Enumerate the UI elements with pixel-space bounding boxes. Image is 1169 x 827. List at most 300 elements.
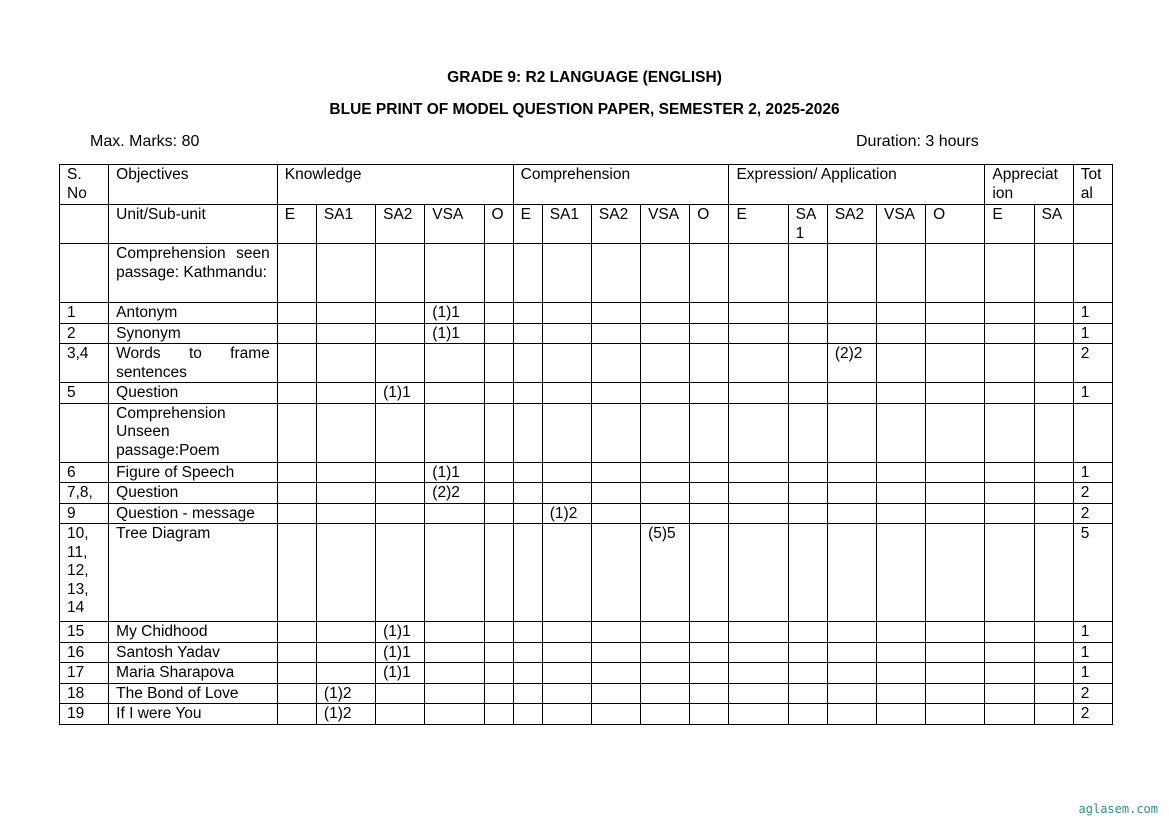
marks-cell	[788, 303, 827, 324]
header-cell: O	[484, 205, 513, 244]
marks-cell	[729, 683, 788, 704]
marks-cell	[876, 642, 925, 663]
marks-cell	[641, 303, 690, 324]
marks-cell	[425, 383, 484, 404]
total-cell: 2	[1073, 683, 1112, 704]
marks-cell	[690, 323, 729, 344]
marks-cell	[827, 483, 876, 504]
marks-cell	[729, 344, 788, 383]
marks-cell	[316, 524, 375, 622]
marks-cell	[277, 642, 316, 663]
marks-cell	[376, 323, 425, 344]
marks-cell	[926, 303, 985, 324]
marks-cell	[985, 503, 1034, 524]
sno-cell: 1	[60, 303, 109, 324]
marks-cell	[827, 683, 876, 704]
marks-cell	[876, 462, 925, 483]
marks-cell: (1)1	[425, 462, 484, 483]
marks-cell	[641, 642, 690, 663]
marks-cell	[690, 403, 729, 462]
marks-cell	[985, 704, 1034, 725]
total-cell: 2	[1073, 344, 1112, 383]
sno-cell	[60, 244, 109, 303]
marks-cell	[513, 244, 542, 303]
header-cell: O	[926, 205, 985, 244]
header-appreciation: Appreciat ion	[985, 165, 1073, 205]
marks-cell: (1)1	[376, 642, 425, 663]
marks-cell	[641, 683, 690, 704]
marks-cell	[788, 344, 827, 383]
marks-cell	[591, 383, 640, 404]
marks-cell	[690, 344, 729, 383]
marks-cell	[425, 683, 484, 704]
marks-cell	[316, 503, 375, 524]
sno-cell: 6	[60, 462, 109, 483]
marks-cell	[425, 344, 484, 383]
header-cell: SA1	[316, 205, 375, 244]
header-cell: SA2	[827, 205, 876, 244]
marks-cell	[484, 683, 513, 704]
table-row	[60, 642, 1113, 663]
marks-cell: (2)2	[425, 483, 484, 504]
sno-cell: 3,4	[60, 344, 109, 383]
marks-cell	[926, 483, 985, 504]
sno-cell: 18	[60, 683, 109, 704]
table-row	[60, 403, 1113, 462]
marks-cell	[425, 503, 484, 524]
marks-cell: (1)1	[425, 323, 484, 344]
total-cell	[1073, 403, 1112, 462]
marks-cell	[690, 622, 729, 643]
table-row	[60, 663, 1113, 684]
marks-cell	[316, 663, 375, 684]
table-row	[60, 704, 1113, 725]
marks-cell	[827, 462, 876, 483]
header-objectives: Objectives	[109, 165, 278, 205]
marks-cell	[484, 303, 513, 324]
marks-cell: (1)1	[376, 622, 425, 643]
marks-cell	[876, 483, 925, 504]
marks-cell	[1034, 344, 1073, 383]
marks-cell	[376, 503, 425, 524]
sno-cell: 9	[60, 503, 109, 524]
unit-cell: If I were You	[109, 704, 278, 725]
unit-cell: Comprehension Unseen passage:Poem	[109, 403, 278, 462]
marks-cell	[876, 503, 925, 524]
marks-cell	[926, 642, 985, 663]
marks-cell	[985, 683, 1034, 704]
blueprint-table	[59, 164, 1113, 725]
table-row	[60, 344, 1113, 383]
marks-cell	[1034, 622, 1073, 643]
marks-cell	[591, 622, 640, 643]
marks-cell	[1034, 642, 1073, 663]
marks-cell	[641, 503, 690, 524]
marks-cell	[690, 244, 729, 303]
marks-cell	[876, 323, 925, 344]
marks-cell	[1034, 683, 1073, 704]
marks-cell	[788, 244, 827, 303]
marks-cell	[985, 524, 1034, 622]
marks-cell	[641, 403, 690, 462]
marks-cell	[513, 704, 542, 725]
marks-cell	[277, 244, 316, 303]
sno-cell: 17	[60, 663, 109, 684]
header-unit: Unit/Sub-unit	[109, 205, 278, 244]
marks-cell	[513, 462, 542, 483]
header-row-objectives	[60, 165, 1113, 205]
marks-cell	[484, 704, 513, 725]
header-cell: SA2	[376, 205, 425, 244]
marks-cell	[591, 323, 640, 344]
table-row	[60, 524, 1113, 622]
marks-cell	[425, 524, 484, 622]
sno-cell: 5	[60, 383, 109, 404]
table-row	[60, 383, 1113, 404]
marks-cell	[425, 622, 484, 643]
marks-cell	[316, 642, 375, 663]
sno-cell: 16	[60, 642, 109, 663]
marks-cell: (1)2	[316, 683, 375, 704]
table-row	[60, 503, 1113, 524]
marks-cell	[542, 323, 591, 344]
unit-cell: Words to frame sentences	[109, 344, 278, 383]
marks-cell	[876, 683, 925, 704]
marks-cell	[876, 704, 925, 725]
marks-cell	[277, 524, 316, 622]
marks-cell	[641, 383, 690, 404]
marks-cell	[827, 383, 876, 404]
unit-cell: Maria Sharapova	[109, 663, 278, 684]
marks-cell	[513, 503, 542, 524]
marks-cell	[788, 323, 827, 344]
marks-cell	[690, 704, 729, 725]
marks-cell	[1034, 483, 1073, 504]
marks-cell	[513, 383, 542, 404]
total-cell: 5	[1073, 524, 1112, 622]
marks-cell	[827, 303, 876, 324]
marks-cell	[876, 403, 925, 462]
marks-cell	[926, 704, 985, 725]
marks-cell	[484, 462, 513, 483]
marks-cell	[513, 323, 542, 344]
total-cell: 1	[1073, 383, 1112, 404]
marks-cell	[542, 383, 591, 404]
marks-cell	[591, 642, 640, 663]
total-cell: 1	[1073, 622, 1112, 643]
marks-cell	[425, 663, 484, 684]
marks-cell	[316, 462, 375, 483]
marks-cell	[641, 462, 690, 483]
marks-cell	[788, 483, 827, 504]
marks-cell	[985, 344, 1034, 383]
marks-cell	[690, 683, 729, 704]
marks-cell	[788, 462, 827, 483]
marks-cell	[729, 383, 788, 404]
marks-cell	[591, 704, 640, 725]
marks-cell	[827, 503, 876, 524]
marks-cell	[690, 303, 729, 324]
marks-cell	[591, 462, 640, 483]
marks-cell	[926, 403, 985, 462]
marks-cell	[876, 622, 925, 643]
marks-cell	[1034, 303, 1073, 324]
marks-cell	[316, 622, 375, 643]
unit-cell: Antonym	[109, 303, 278, 324]
marks-cell	[591, 244, 640, 303]
marks-cell	[690, 524, 729, 622]
marks-cell	[827, 704, 876, 725]
marks-cell	[484, 244, 513, 303]
header-cell: E	[985, 205, 1034, 244]
marks-cell	[690, 462, 729, 483]
total-cell: 1	[1073, 642, 1112, 663]
watermark: aglasem.com	[1078, 802, 1158, 816]
marks-cell: (2)2	[827, 344, 876, 383]
marks-cell: (1)1	[376, 383, 425, 404]
marks-cell	[985, 323, 1034, 344]
marks-cell	[788, 704, 827, 725]
marks-cell	[542, 524, 591, 622]
marks-cell	[376, 483, 425, 504]
sno-cell	[60, 403, 109, 462]
marks-cell	[729, 524, 788, 622]
marks-cell	[484, 403, 513, 462]
marks-cell	[641, 663, 690, 684]
marks-cell	[542, 303, 591, 324]
marks-cell	[788, 663, 827, 684]
sno-cell: 19	[60, 704, 109, 725]
unit-cell: Synonym	[109, 323, 278, 344]
marks-cell	[425, 403, 484, 462]
header-row-units	[60, 205, 1113, 244]
marks-cell	[1034, 524, 1073, 622]
marks-cell: (1)1	[376, 663, 425, 684]
marks-cell	[729, 403, 788, 462]
marks-cell	[985, 462, 1034, 483]
marks-cell	[729, 663, 788, 684]
header-cell: VSA	[876, 205, 925, 244]
marks-cell	[591, 344, 640, 383]
marks-cell	[277, 503, 316, 524]
marks-cell	[513, 403, 542, 462]
marks-cell	[926, 503, 985, 524]
marks-cell	[277, 704, 316, 725]
marks-cell	[484, 663, 513, 684]
marks-cell	[425, 704, 484, 725]
header-cell: VSA	[641, 205, 690, 244]
marks-cell	[376, 683, 425, 704]
marks-cell	[513, 622, 542, 643]
marks-cell	[376, 704, 425, 725]
marks-cell	[788, 403, 827, 462]
marks-cell	[876, 524, 925, 622]
marks-cell	[641, 344, 690, 383]
header-comprehension: Comprehension	[513, 165, 729, 205]
marks-cell	[513, 483, 542, 504]
marks-cell	[513, 642, 542, 663]
marks-cell	[827, 323, 876, 344]
marks-cell	[729, 483, 788, 504]
marks-cell	[277, 462, 316, 483]
marks-cell	[926, 344, 985, 383]
marks-cell	[542, 622, 591, 643]
marks-cell	[513, 683, 542, 704]
table-row	[60, 323, 1113, 344]
marks-cell	[788, 642, 827, 663]
unit-cell: Tree Diagram	[109, 524, 278, 622]
marks-cell	[376, 524, 425, 622]
marks-cell	[876, 244, 925, 303]
marks-cell	[1034, 244, 1073, 303]
marks-cell	[641, 244, 690, 303]
marks-cell	[641, 704, 690, 725]
total-cell	[1073, 244, 1112, 303]
table-row	[60, 483, 1113, 504]
marks-cell	[376, 244, 425, 303]
marks-cell	[591, 303, 640, 324]
header-cell: E	[513, 205, 542, 244]
marks-cell	[788, 683, 827, 704]
marks-cell	[542, 683, 591, 704]
marks-cell	[542, 704, 591, 725]
marks-cell	[1034, 462, 1073, 483]
marks-cell	[985, 403, 1034, 462]
unit-cell: Question	[109, 483, 278, 504]
marks-cell	[827, 663, 876, 684]
marks-cell	[425, 244, 484, 303]
marks-cell	[277, 403, 316, 462]
unit-cell: The Bond of Love	[109, 683, 278, 704]
marks-cell	[484, 383, 513, 404]
marks-cell	[316, 483, 375, 504]
max-marks: Max. Marks: 80	[90, 133, 200, 150]
header-cell: VSA	[425, 205, 484, 244]
marks-cell	[1034, 663, 1073, 684]
marks-cell	[788, 383, 827, 404]
marks-cell	[926, 524, 985, 622]
marks-cell	[542, 642, 591, 663]
marks-cell: (5)5	[641, 524, 690, 622]
sno-cell: 2	[60, 323, 109, 344]
total-cell: 1	[1073, 462, 1112, 483]
marks-cell	[729, 704, 788, 725]
marks-cell	[542, 483, 591, 504]
marks-cell	[788, 524, 827, 622]
marks-cell	[484, 483, 513, 504]
total-cell: 2	[1073, 704, 1112, 725]
marks-cell: (1)2	[542, 503, 591, 524]
marks-cell	[926, 244, 985, 303]
marks-cell	[926, 462, 985, 483]
marks-cell	[926, 683, 985, 704]
marks-cell	[591, 403, 640, 462]
marks-cell	[985, 642, 1034, 663]
unit-cell: Santosh Yadav	[109, 642, 278, 663]
marks-cell	[788, 503, 827, 524]
marks-cell	[729, 323, 788, 344]
marks-cell	[316, 383, 375, 404]
marks-cell	[484, 642, 513, 663]
marks-cell	[484, 503, 513, 524]
marks-cell	[277, 383, 316, 404]
marks-cell	[277, 663, 316, 684]
unit-cell: Question	[109, 383, 278, 404]
header-blank	[60, 205, 109, 244]
marks-cell: (1)2	[316, 704, 375, 725]
sno-cell: 10, 11, 12, 13, 14	[60, 524, 109, 622]
marks-cell	[827, 622, 876, 643]
marks-cell	[376, 344, 425, 383]
header-cell: O	[690, 205, 729, 244]
header-sno: S. No	[60, 165, 109, 205]
header-total: Tot al	[1073, 165, 1112, 205]
marks-cell	[591, 483, 640, 504]
marks-cell	[985, 483, 1034, 504]
marks-cell	[729, 642, 788, 663]
marks-cell	[376, 303, 425, 324]
marks-cell	[690, 663, 729, 684]
marks-cell	[513, 344, 542, 383]
marks-cell	[641, 483, 690, 504]
marks-cell	[641, 622, 690, 643]
table-row	[60, 303, 1113, 324]
unit-cell: Question - message	[109, 503, 278, 524]
table-row	[60, 462, 1113, 483]
marks-cell	[1034, 323, 1073, 344]
marks-cell	[827, 244, 876, 303]
sno-cell: 15	[60, 622, 109, 643]
marks-cell	[425, 642, 484, 663]
total-cell: 1	[1073, 323, 1112, 344]
marks-cell	[591, 663, 640, 684]
total-cell: 1	[1073, 303, 1112, 324]
marks-cell	[1034, 383, 1073, 404]
marks-cell	[513, 524, 542, 622]
marks-cell	[484, 622, 513, 643]
marks-cell	[690, 483, 729, 504]
marks-cell	[827, 403, 876, 462]
marks-cell	[277, 344, 316, 383]
marks-cell	[277, 683, 316, 704]
marks-cell	[277, 303, 316, 324]
header-cell: SA2	[591, 205, 640, 244]
marks-cell	[926, 323, 985, 344]
marks-cell	[729, 303, 788, 324]
paper-title: GRADE 9: R2 LANGUAGE (ENGLISH)	[447, 69, 722, 86]
marks-cell	[542, 462, 591, 483]
marks-cell	[926, 622, 985, 643]
header-cell: SA 1	[788, 205, 827, 244]
total-cell: 2	[1073, 483, 1112, 504]
marks-cell	[484, 323, 513, 344]
marks-cell	[729, 462, 788, 483]
marks-cell	[513, 663, 542, 684]
marks-cell	[376, 403, 425, 462]
total-cell: 1	[1073, 663, 1112, 684]
sno-cell: 7,8,	[60, 483, 109, 504]
marks-cell	[729, 244, 788, 303]
header-knowledge: Knowledge	[277, 165, 513, 205]
marks-cell	[985, 244, 1034, 303]
marks-cell	[376, 462, 425, 483]
marks-cell	[690, 642, 729, 663]
marks-cell	[542, 663, 591, 684]
marks-cell: (1)1	[425, 303, 484, 324]
marks-cell	[591, 524, 640, 622]
header-cell	[1073, 205, 1112, 244]
marks-cell	[316, 403, 375, 462]
